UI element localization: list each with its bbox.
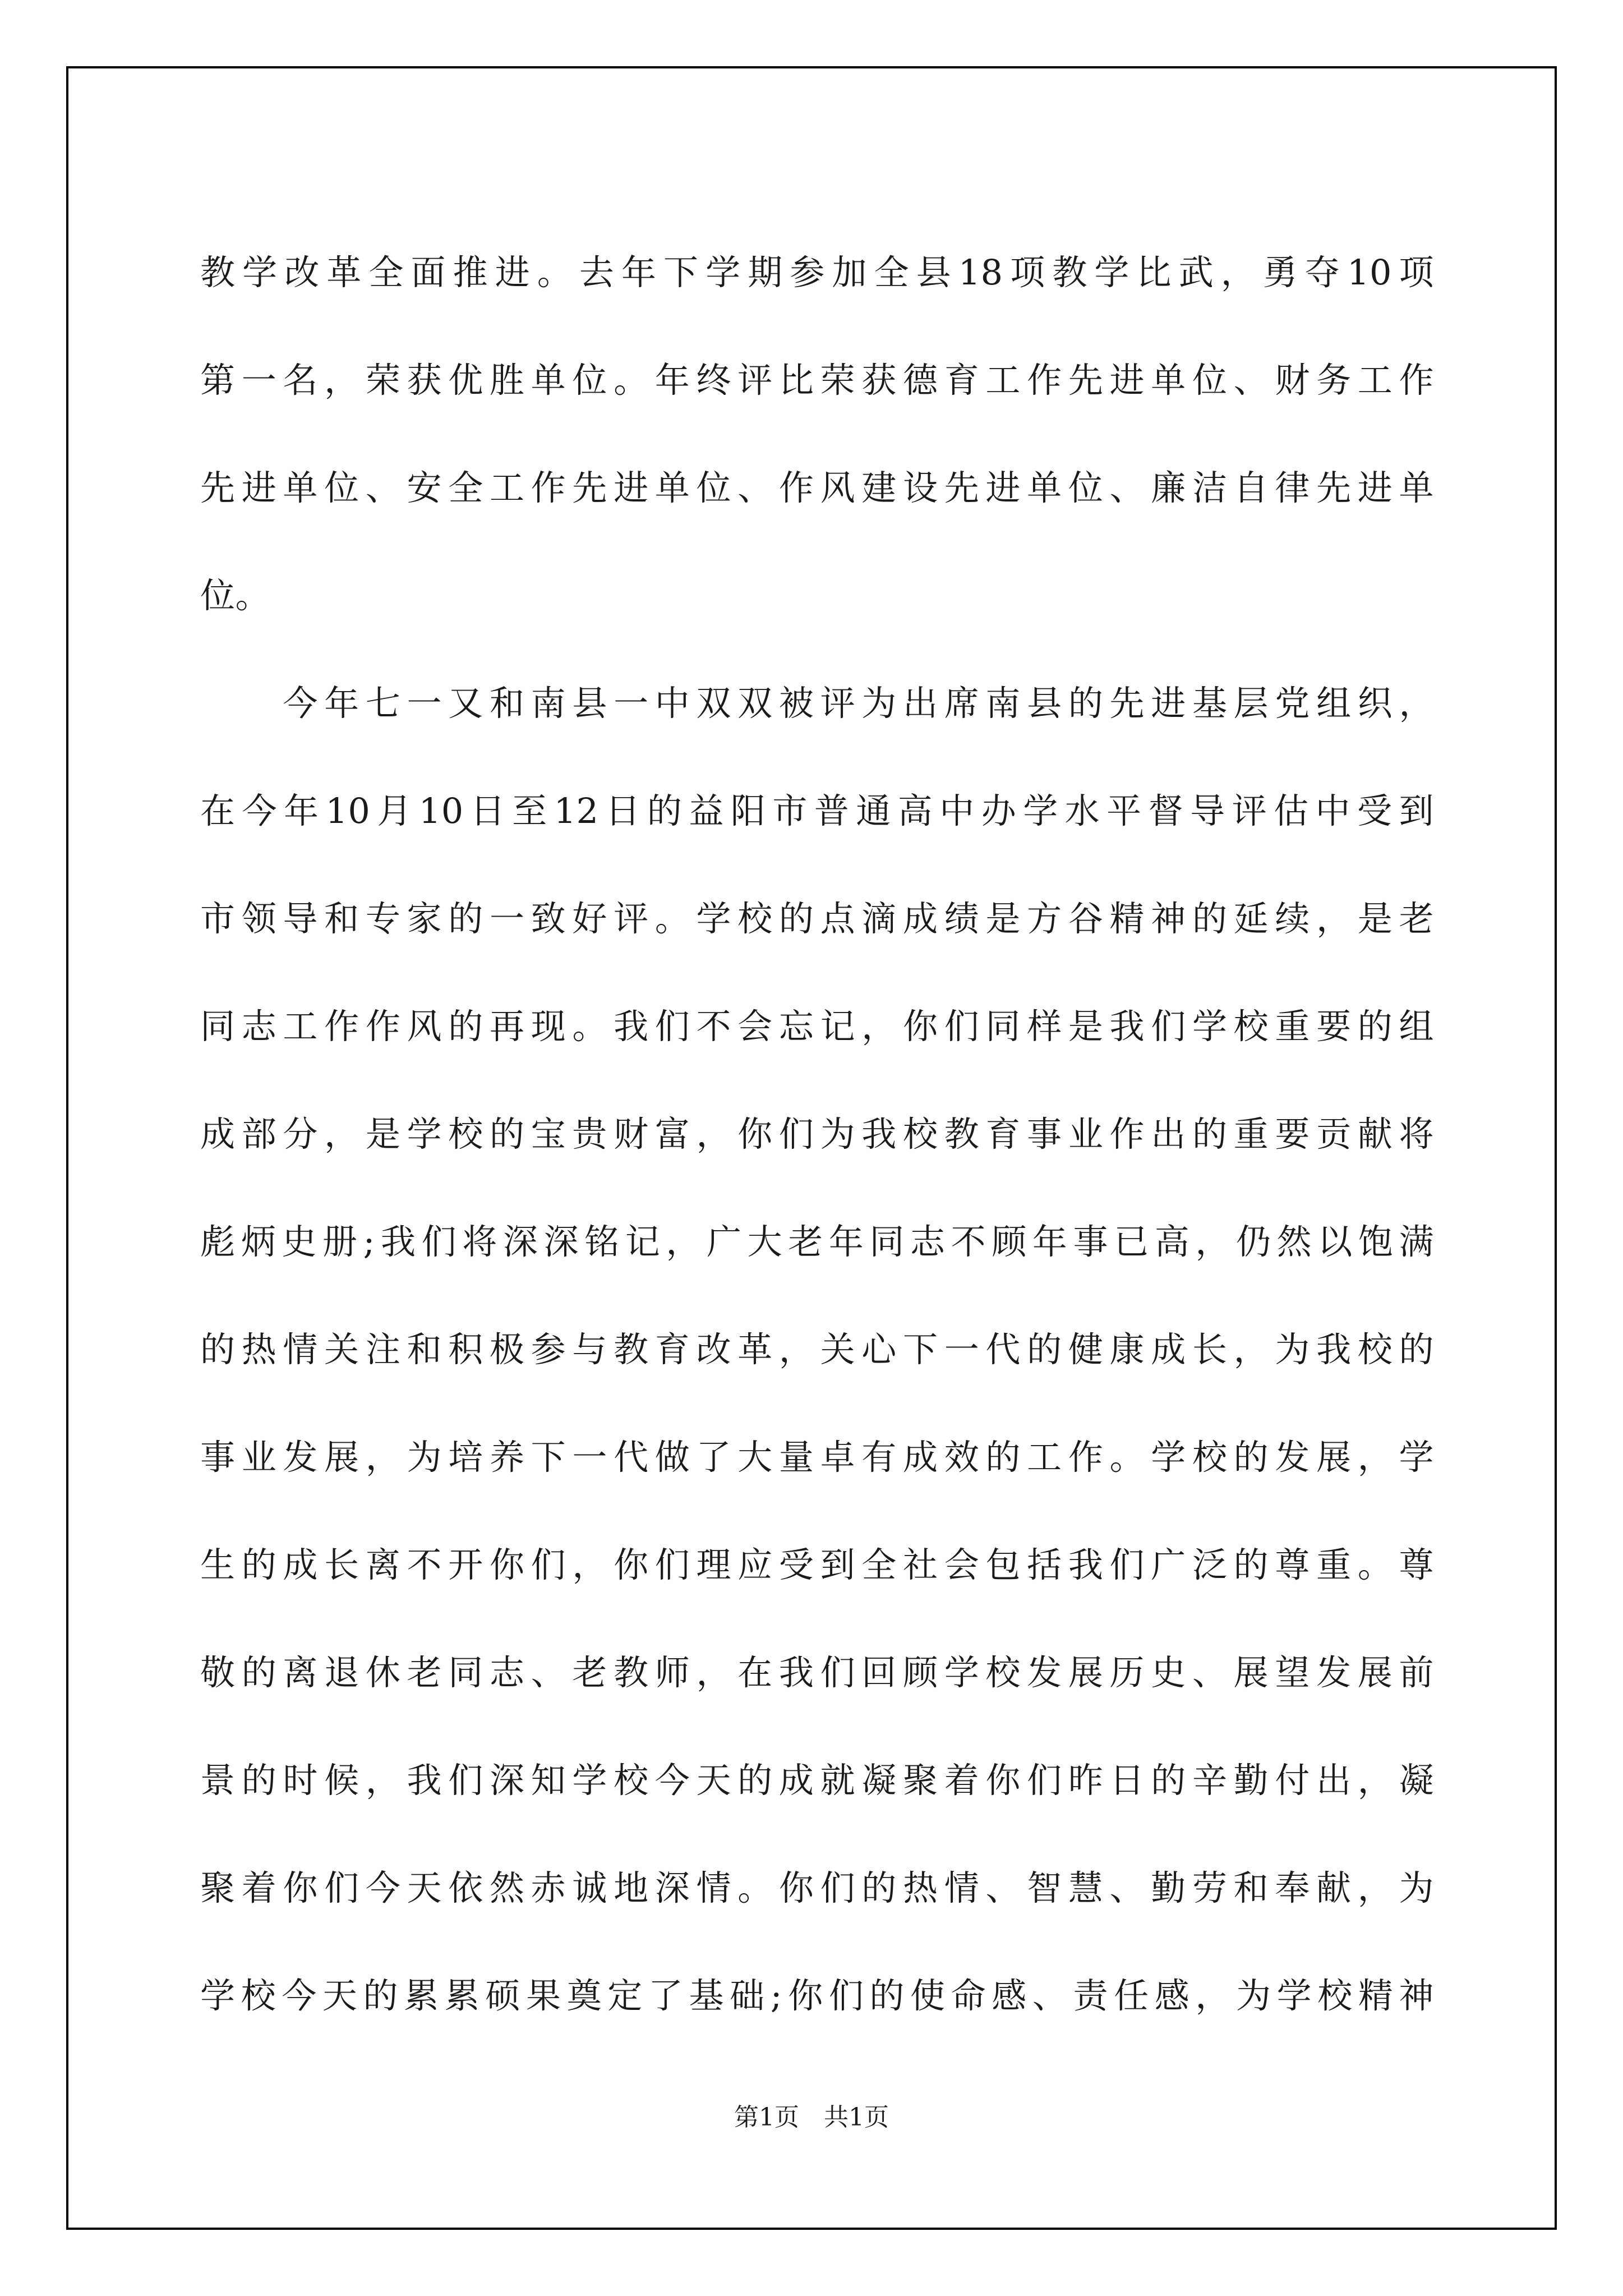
page-footer: 第1页 共1页: [734, 2103, 889, 2132]
text-line: 敬的离退休老同志、老教师，在我们回顾学校发展历史、展望发展前: [200, 1652, 1434, 1693]
text-line: 第一名，荣获优胜单位。年终评比荣获德育工作先进单位、财务工作: [200, 360, 1434, 401]
text-line: 的热情关注和积极参与教育改革，关心下一代的健康成长，为我校的: [200, 1329, 1434, 1370]
text-line: 聚着你们今天依然赤诚地深情。你们的热情、智慧、勤劳和奉献，为: [200, 1867, 1434, 1908]
text-line: 生的成长离不开你们，你们理应受到全社会包括我们广泛的尊重。尊: [200, 1544, 1434, 1585]
text-line: 在今年10月10日至12日的益阳市普通高中办学水平督导评估中受到: [200, 790, 1434, 831]
text-line: 景的时候，我们深知学校今天的成就凝聚着你们昨日的辛勤付出，凝: [200, 1760, 1434, 1801]
text-line: 市领导和专家的一致好评。学校的点滴成绩是方谷精神的延续，是老: [200, 898, 1434, 939]
text-line: 教学改革全面推进。去年下学期参加全县18项教学比武，勇夺10项: [200, 252, 1434, 293]
text-line: 事业发展，为培养下一代做了大量卓有成效的工作。学校的发展，学: [200, 1437, 1434, 1478]
text-line: 位。: [200, 575, 271, 616]
text-line: 同志工作作风的再现。我们不会忘记，你们同样是我们学校重要的组: [200, 1006, 1434, 1047]
text-line: 成部分，是学校的宝贵财富，你们为我校教育事业作出的重要贡献将: [200, 1114, 1434, 1154]
text-line: 今年七一又和南县一中双双被评为出席南县的先进基层党组织，: [200, 683, 1434, 724]
text-line: 彪炳史册;我们将深深铭记，广大老年同志不顾年事已高，仍然以饱满: [200, 1221, 1434, 1262]
text-line: 先进单位、安全工作先进单位、作风建设先进单位、廉洁自律先进单: [200, 467, 1434, 508]
text-line: 学校今天的累累硕果奠定了基础;你们的使命感、责任感，为学校精神: [200, 1975, 1434, 2016]
document-body: [200, 219, 1434, 2050]
